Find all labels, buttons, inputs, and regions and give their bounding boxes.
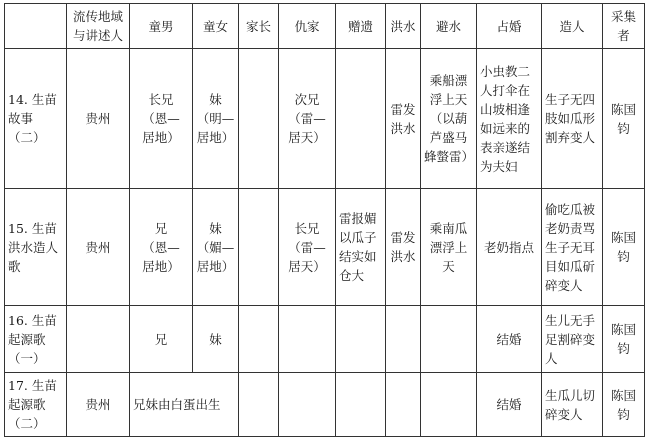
- collector-cell: 陈国钧: [603, 49, 645, 189]
- parent-cell: [239, 373, 279, 437]
- boy-line: （恩—: [142, 239, 180, 255]
- header-creation: 造人: [542, 4, 603, 49]
- enemy-line: （雷—: [288, 111, 326, 126]
- boy-cell: 兄: [130, 306, 193, 373]
- girl-line: 妹: [209, 92, 222, 107]
- mythology-comparison-table: [4, 3, 645, 437]
- girl-line: （媚—: [196, 239, 235, 255]
- girl-line: 妹: [209, 220, 222, 236]
- boy-cell: [130, 49, 193, 189]
- enemy-line: 次兄: [294, 92, 320, 107]
- header-enemy: 仇家: [279, 4, 336, 49]
- header-cell-empty: [5, 4, 67, 49]
- header-flood: 洪水: [386, 4, 421, 49]
- header-boy: 童男: [130, 4, 193, 49]
- parent-cell: [239, 49, 279, 189]
- gift-cell: [336, 49, 386, 189]
- gift-cell: [336, 306, 386, 373]
- header-girl: 童女: [193, 4, 239, 49]
- enemy-line: 居天）: [288, 258, 326, 274]
- enemy-cell: [279, 49, 336, 189]
- boy-line: （恩—: [142, 111, 180, 126]
- story-title: 17. 生苗起源歌（二）: [5, 373, 67, 437]
- creation-cell: 生瓜儿切碎变人: [542, 373, 603, 437]
- region-cell: [67, 306, 130, 373]
- refuge-cell: 乘船漂浮上天（以葫芦盛马蜂螫雷）: [421, 49, 477, 189]
- collector-cell: 陈国钧: [603, 306, 645, 373]
- gift-cell: 雷报媚以瓜子结实如仓大: [336, 189, 386, 306]
- flood-cell: 雷发洪水: [386, 49, 421, 189]
- story-title: 15. 生苗洪水造人歌: [5, 189, 67, 306]
- boy-line: 居地）: [142, 258, 180, 274]
- story-title: 16. 生苗起源歌（一）: [5, 306, 67, 373]
- region-cell: 贵州: [67, 49, 130, 189]
- region-cell: 贵州: [67, 189, 130, 306]
- header-marriage: 占婚: [477, 4, 542, 49]
- marriage-cell: 结婚: [477, 373, 542, 437]
- table-row: [5, 373, 645, 437]
- region-cell: 贵州: [67, 373, 130, 437]
- story-title: 14. 生苗故事（二）: [5, 49, 67, 189]
- girl-line: 居地）: [196, 130, 235, 145]
- table-row: [5, 189, 645, 306]
- creation-cell: 偷吃瓜被老奶责骂生子无耳目如瓜斫碎变人: [542, 189, 603, 306]
- table-row: [5, 49, 645, 189]
- refuge-cell: [421, 373, 477, 437]
- marriage-cell: 老奶指点: [477, 189, 542, 306]
- children-origin-cell: 兄妹由白蛋出生: [130, 373, 239, 437]
- header-region: 流传地域与讲述人: [67, 4, 130, 49]
- girl-cell: 妹: [193, 306, 239, 373]
- parent-cell: [239, 189, 279, 306]
- collector-cell: 陈国钧: [603, 373, 645, 437]
- header-row: [5, 4, 645, 49]
- header-collector: 采集者: [603, 4, 645, 49]
- parent-cell: [239, 306, 279, 373]
- flood-cell: [386, 373, 421, 437]
- header-gift: 赠遗: [336, 4, 386, 49]
- boy-line: 兄: [154, 220, 168, 236]
- marriage-cell: 小虫教二人打伞在山坡相逢如远来的表亲遂结为夫妇: [477, 49, 542, 189]
- girl-cell: [193, 49, 239, 189]
- enemy-cell: [279, 373, 336, 437]
- refuge-cell: 乘南瓜漂浮上天: [421, 189, 477, 306]
- flood-cell: [386, 306, 421, 373]
- enemy-line: 居天）: [288, 130, 326, 145]
- enemy-line: （雷—: [288, 239, 326, 255]
- collector-cell: 陈国钧: [603, 189, 645, 306]
- boy-line: 居地）: [142, 130, 180, 145]
- enemy-line: 长兄: [294, 220, 320, 236]
- boy-cell: [130, 189, 193, 306]
- creation-cell: 生儿无手足割碎变人: [542, 306, 603, 373]
- enemy-cell: [279, 189, 336, 306]
- girl-line: （明—: [196, 111, 235, 126]
- refuge-cell: [421, 306, 477, 373]
- gift-cell: [336, 373, 386, 437]
- boy-line: 长兄: [148, 92, 174, 107]
- flood-cell: 雷发洪水: [386, 189, 421, 306]
- header-parent: 家长: [239, 4, 279, 49]
- table-row: [5, 306, 645, 373]
- marriage-cell: 结婚: [477, 306, 542, 373]
- enemy-cell: [279, 306, 336, 373]
- header-refuge: 避水: [421, 4, 477, 49]
- creation-cell: 生子无四肢如瓜形割弃变人: [542, 49, 603, 189]
- girl-line: 居地）: [196, 258, 235, 274]
- girl-cell: [193, 189, 239, 306]
